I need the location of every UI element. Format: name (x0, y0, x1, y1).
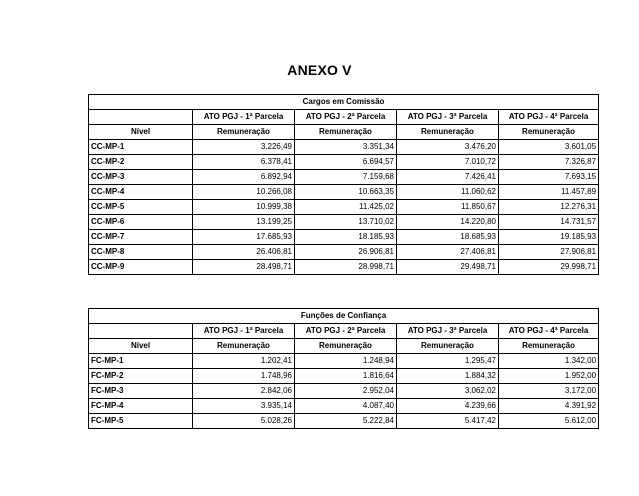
table-caption: Cargos em Comissão (89, 95, 599, 110)
remuneracao-cell: 1.952,00 (499, 369, 599, 384)
table-caption: Funções de Confiança (89, 309, 599, 324)
remuneracao-cell: 2.842,06 (193, 384, 295, 399)
table-row (89, 200, 599, 215)
table-row (89, 185, 599, 200)
table-row (89, 155, 599, 170)
remuneracao-cell: 10.663,35 (295, 185, 397, 200)
remuneracao-cell: 3.226,49 (193, 140, 295, 155)
parcela-header: ATO PGJ - 2ª Parcela (295, 324, 397, 339)
parcela-header: ATO PGJ - 4ª Parcela (499, 324, 599, 339)
remuneracao-cell: 11.425,02 (295, 200, 397, 215)
nivel-header: Nível (89, 339, 193, 354)
remuneracao-cell: 29.998,71 (499, 260, 599, 275)
table-row (89, 230, 599, 245)
parcela-header: ATO PGJ - 4ª Parcela (499, 110, 599, 125)
parcela-header: ATO PGJ - 2ª Parcela (295, 110, 397, 125)
remuneracao-cell: 3.935,14 (193, 399, 295, 414)
remuneracao-cell: 28.498,71 (193, 260, 295, 275)
remuneracao-cell: 7.010,72 (397, 155, 499, 170)
nivel-cell: CC-MP-6 (89, 215, 193, 230)
remuneracao-cell: 14.731,57 (499, 215, 599, 230)
page-title: ANEXO V (287, 62, 352, 78)
remuneracao-cell: 4.239,66 (397, 399, 499, 414)
table-row (89, 414, 599, 429)
table-row (89, 354, 599, 369)
remuneracao-cell: 10.999,38 (193, 200, 295, 215)
remuneracao-cell: 7.326,87 (499, 155, 599, 170)
remuneracao-cell: 19.185,93 (499, 230, 599, 245)
remuneracao-cell: 3.476,20 (397, 140, 499, 155)
nivel-cell: CC-MP-1 (89, 140, 193, 155)
remuneracao-cell: 4.391,92 (499, 399, 599, 414)
table-row (89, 369, 599, 384)
table-row (89, 215, 599, 230)
table-caption-row (89, 309, 599, 324)
remuneracao-cell: 5.417,42 (397, 414, 499, 429)
nivel-cell: FC-MP-5 (89, 414, 193, 429)
remuneracao-cell: 6.892,94 (193, 170, 295, 185)
funcoes-de-confianca-table (88, 308, 599, 429)
table-caption-row (89, 95, 599, 110)
empty-header-cell (89, 110, 193, 125)
table-row (89, 260, 599, 275)
remuneracao-cell: 1.748,96 (193, 369, 295, 384)
remuneracao-cell: 26.406,81 (193, 245, 295, 260)
remuneracao-cell: 5.612,00 (499, 414, 599, 429)
remuneracao-cell: 2.952,04 (295, 384, 397, 399)
nivel-cell: CC-MP-8 (89, 245, 193, 260)
parcela-header: ATO PGJ - 3ª Parcela (397, 324, 499, 339)
remuneracao-cell: 12.276,31 (499, 200, 599, 215)
nivel-cell: FC-MP-2 (89, 369, 193, 384)
remuneracao-cell: 7.426,41 (397, 170, 499, 185)
remuneracao-cell: 14.220,80 (397, 215, 499, 230)
nivel-cell: CC-MP-4 (89, 185, 193, 200)
remuneracao-header: Remuneração (499, 339, 599, 354)
remuneracao-cell: 3.351,34 (295, 140, 397, 155)
remuneracao-cell: 4.087,40 (295, 399, 397, 414)
cargos-em-comissao-table (88, 94, 599, 275)
remuneracao-cell: 29.498,71 (397, 260, 499, 275)
remuneracao-cell: 6.378,41 (193, 155, 295, 170)
remuneracao-cell: 3.062,02 (397, 384, 499, 399)
remuneracao-cell: 11.060,62 (397, 185, 499, 200)
parcela-header: ATO PGJ - 3ª Parcela (397, 110, 499, 125)
remuneracao-cell: 27.406,81 (397, 245, 499, 260)
nivel-header: Nível (89, 125, 193, 140)
parcela-header: ATO PGJ - 1ª Parcela (193, 110, 295, 125)
remuneracao-cell: 5.028,26 (193, 414, 295, 429)
remuneracao-header: Remuneração (499, 125, 599, 140)
remuneracao-header: Remuneração (193, 125, 295, 140)
table-row (89, 140, 599, 155)
nivel-cell: CC-MP-3 (89, 170, 193, 185)
remuneracao-cell: 7.159,68 (295, 170, 397, 185)
remuneracao-cell: 3.172,00 (499, 384, 599, 399)
nivel-cell: CC-MP-7 (89, 230, 193, 245)
remuneracao-header: Remuneração (193, 339, 295, 354)
remuneracao-cell: 10.266,08 (193, 185, 295, 200)
table-row (89, 170, 599, 185)
remuneracao-cell: 26.906,81 (295, 245, 397, 260)
column-header-row (89, 339, 599, 354)
table-row (89, 399, 599, 414)
remuneracao-cell: 1.884,32 (397, 369, 499, 384)
column-header-row (89, 125, 599, 140)
remuneracao-cell: 6.694,57 (295, 155, 397, 170)
remuneracao-cell: 13.199,25 (193, 215, 295, 230)
remuneracao-header: Remuneração (397, 125, 499, 140)
table-row (89, 245, 599, 260)
remuneracao-cell: 1.342,00 (499, 354, 599, 369)
nivel-cell: CC-MP-2 (89, 155, 193, 170)
remuneracao-cell: 28.998,71 (295, 260, 397, 275)
parcela-header: ATO PGJ - 1ª Parcela (193, 324, 295, 339)
nivel-cell: CC-MP-5 (89, 200, 193, 215)
remuneracao-header: Remuneração (295, 125, 397, 140)
remuneracao-cell: 1.295,47 (397, 354, 499, 369)
remuneracao-header: Remuneração (295, 339, 397, 354)
remuneracao-cell: 5.222,84 (295, 414, 397, 429)
empty-header-cell (89, 324, 193, 339)
remuneracao-cell: 1.248,94 (295, 354, 397, 369)
remuneracao-cell: 17.685,93 (193, 230, 295, 245)
remuneracao-cell: 7.693,15 (499, 170, 599, 185)
nivel-cell: CC-MP-9 (89, 260, 193, 275)
remuneracao-cell: 11.457,89 (499, 185, 599, 200)
remuneracao-cell: 1.816,64 (295, 369, 397, 384)
remuneracao-cell: 18.685,93 (397, 230, 499, 245)
remuneracao-cell: 1.202,41 (193, 354, 295, 369)
remuneracao-cell: 13.710,02 (295, 215, 397, 230)
remuneracao-cell: 11.850,67 (397, 200, 499, 215)
parcela-header-row (89, 324, 599, 339)
parcela-header-row (89, 110, 599, 125)
remuneracao-cell: 27.906,81 (499, 245, 599, 260)
remuneracao-header: Remuneração (397, 339, 499, 354)
table-row (89, 384, 599, 399)
nivel-cell: FC-MP-4 (89, 399, 193, 414)
nivel-cell: FC-MP-3 (89, 384, 193, 399)
remuneracao-cell: 3.601,05 (499, 140, 599, 155)
nivel-cell: FC-MP-1 (89, 354, 193, 369)
remuneracao-cell: 18.185,93 (295, 230, 397, 245)
